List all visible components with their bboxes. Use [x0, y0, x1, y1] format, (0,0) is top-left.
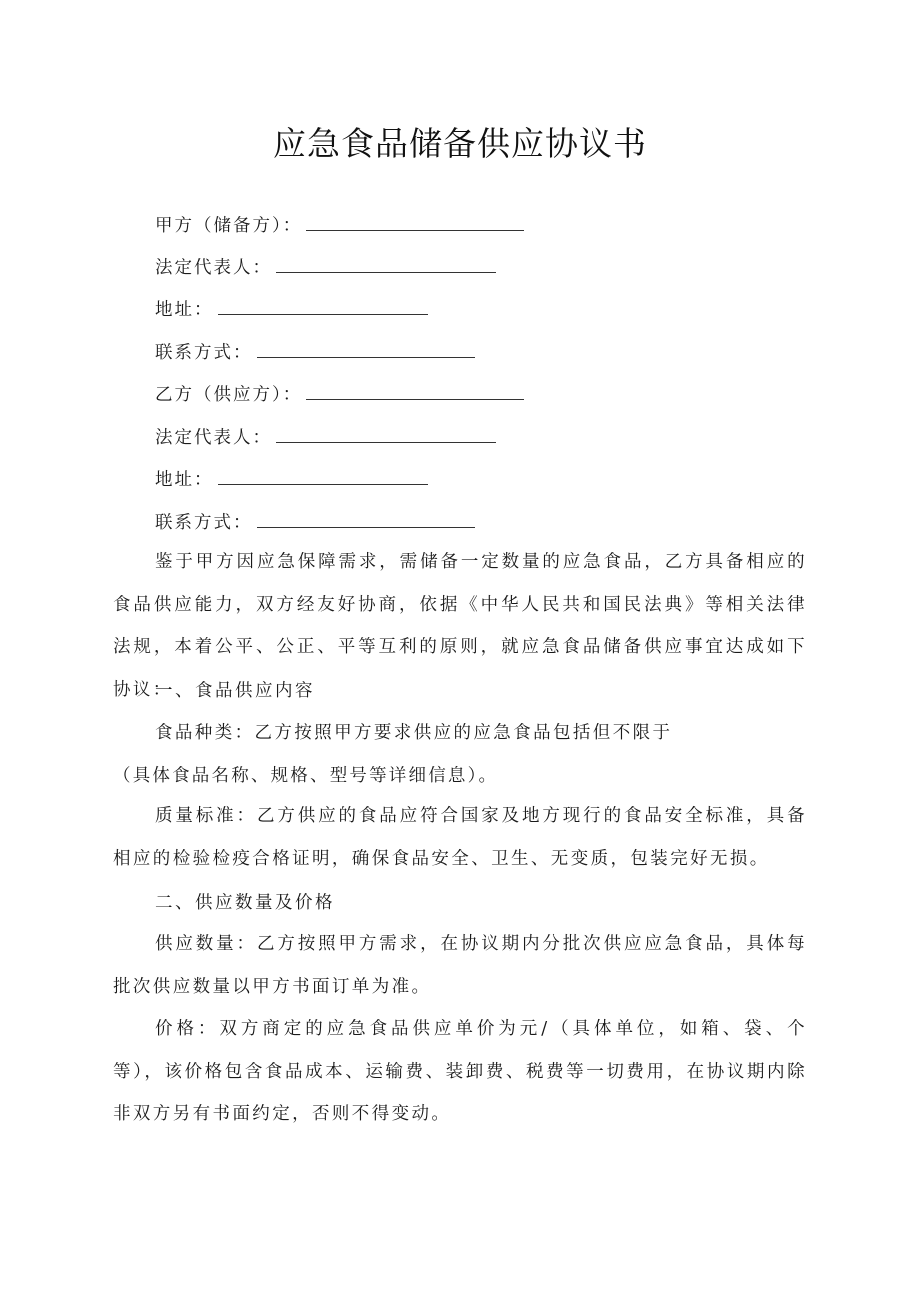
party-a-contact-blank	[257, 339, 475, 358]
preamble-paragraph: 鉴于甲方因应急保障需求，需储备一定数量的应急食品，乙方具备相应的食品供应能力，双方经友好协商，依据《中华人民共和国民法典》等相关法律法规，本着公平、公正、平等互利的原则，就应急食品储备供应事宜达成如下协议：	[113, 552, 807, 700]
quality-standard-paragraph: 质量标准：乙方供应的食品应符合国家及地方现行的食品安全标准，具备相应的检验检疫合格证明，确保食品安全、卫生、无变质，包装完好无损。	[113, 806, 807, 869]
party-a-addr-label: 地址：	[155, 300, 214, 320]
party-b-addr-blank	[218, 466, 428, 485]
section-1-heading: 一、食品供应内容	[155, 681, 315, 701]
party-b-rep-row	[155, 424, 496, 450]
party-b-name-label: 乙方（供应方）：	[155, 385, 303, 405]
section-2-heading: 二、供应数量及价格	[155, 893, 335, 913]
party-a-rep-blank	[276, 254, 496, 273]
party-a-name-row	[155, 212, 524, 238]
party-a-rep-label: 法定代表人：	[155, 258, 272, 278]
supply-quantity-paragraph: 供应数量：乙方按照甲方需求，在协议期内分批次供应应急食品，具体每批次供应数量以甲方书面订单为准。	[113, 934, 807, 997]
party-b-contact-label: 联系方式：	[155, 513, 253, 533]
party-a-contact-label: 联系方式：	[155, 343, 253, 363]
party-b-addr-row	[155, 466, 428, 492]
food-type-line-2: （具体食品名称、规格、型号等详细信息）。	[113, 766, 499, 786]
party-b-contact-blank	[257, 509, 475, 528]
price-paragraph: 价格：双方商定的应急食品供应单价为元/（具体单位，如箱、袋、个等），该价格包含食品成本、运输费、装卸费、税费等一切费用，在协议期内除非双方另有书面约定，否则不得变动。	[113, 1019, 807, 1124]
party-b-addr-label: 地址：	[155, 470, 214, 490]
party-a-addr-blank	[218, 296, 428, 315]
party-b-contact-row	[155, 509, 475, 535]
party-a-contact-row	[155, 339, 475, 365]
party-b-name-row	[155, 381, 524, 407]
party-b-name-blank	[306, 381, 524, 400]
party-a-rep-row	[155, 254, 496, 280]
party-a-name-label: 甲方（储备方）：	[155, 216, 303, 236]
document-title: 应急食品储备供应协议书	[273, 124, 647, 163]
party-b-rep-label: 法定代表人：	[155, 428, 272, 448]
party-a-addr-row	[155, 296, 428, 322]
food-type-line-1: 食品种类：乙方按照甲方要求供应的应急食品包括但不限于	[155, 723, 673, 743]
party-b-rep-blank	[276, 424, 496, 443]
party-a-name-blank	[306, 212, 524, 231]
